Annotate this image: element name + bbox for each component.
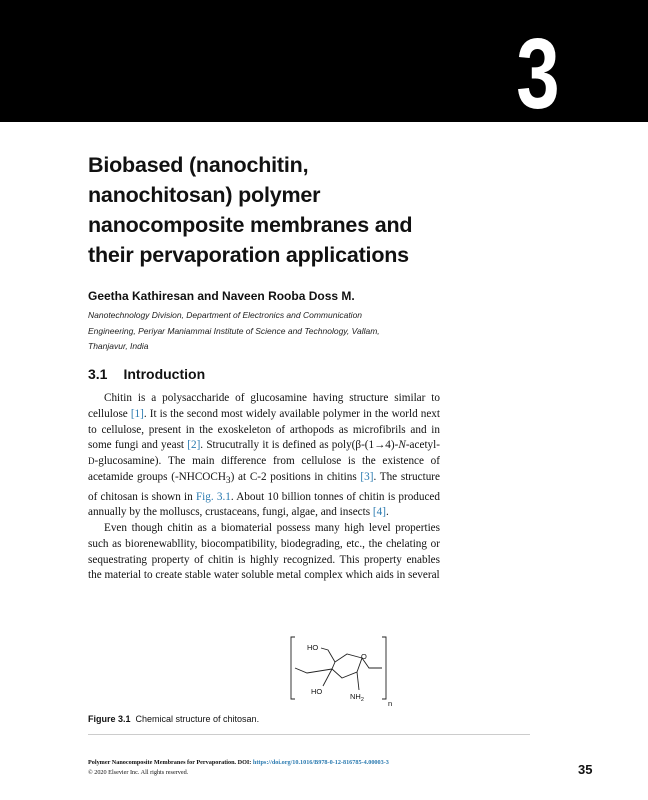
figure-caption-text: Chemical structure of chitosan. (135, 714, 260, 724)
affiliation-line: Nanotechnology Division, Department of Electronics and Communication (88, 310, 363, 320)
bracket-right (382, 637, 386, 699)
bond-nh2 (357, 672, 359, 690)
title-line: Biobased (nanochitin, (88, 153, 309, 177)
bond-ch2oh (321, 648, 335, 662)
text-run: . The structure of chitosan is shown in (88, 470, 440, 503)
footer-divider (88, 734, 530, 735)
atom-ho-bottom: HO (311, 687, 323, 696)
text-run: . Strucutrally it is defined as poly(β-(1→4)- (200, 439, 399, 452)
chitosan-structure-figure (285, 632, 410, 712)
title-line: nanocomposite membranes and (88, 213, 413, 237)
citation-link[interactable]: [4] (372, 506, 386, 519)
title-line: their pervaporation applications (88, 243, 409, 267)
page-number: 35 (578, 762, 593, 777)
doi-link[interactable]: https://doi.org/10.1016/B978-0-12-816785-4.00003-3 (252, 759, 389, 766)
figure-label: Figure 3.1 (88, 714, 131, 724)
section-number: 3.1 (88, 366, 108, 382)
text-run: Chitin is a polysaccharide of glucosamine having structure similar to cellulose (88, 392, 440, 420)
section-heading (88, 366, 205, 382)
authors: Geetha Kathiresan and Naveen Rooba Doss M. (88, 289, 355, 303)
repeat-unit-n: n (388, 699, 393, 708)
body-text (88, 391, 440, 584)
text-run: . It is the second most widely available polymer in the world next to cellulose, present in the exoskeleton of arthopods as microfibrils and in some fungi and yeast (88, 407, 441, 452)
chapter-banner (0, 0, 648, 130)
citation-link[interactable]: [1] (130, 407, 144, 420)
bracket-left (291, 637, 295, 699)
atom-nh2-subscript: 2 (360, 697, 364, 703)
text-run: D (88, 456, 95, 466)
figure-link[interactable]: Fig. 3.1 (195, 490, 231, 503)
footer-line (88, 758, 389, 768)
text-run: . About 10 billion tonnes of chitin is produced annually by the molluscs, crustaceans, fungi, algae, and insects (88, 490, 440, 519)
text-run: . (385, 506, 389, 519)
text-run: N (398, 439, 406, 452)
text-run: -glucosamine). The main difference from cellulose is the existence of acetamide groups (-NHCOCH (88, 455, 440, 483)
footer (88, 758, 389, 778)
atom-ho-top: HO (307, 643, 319, 652)
section-title: Introduction (123, 366, 206, 382)
affiliation-line: Thanjavur, India (88, 341, 149, 351)
text-run: ) at C-2 positions in chitins (230, 470, 361, 483)
atom-ring-oxygen: O (361, 652, 367, 661)
atom-nh2 (350, 692, 364, 703)
glycosidic-bond-left (295, 668, 332, 673)
title-line: nanochitosan) polymer (88, 183, 321, 207)
affiliation (88, 308, 468, 355)
paragraph-1 (88, 391, 440, 521)
chapter-title (88, 150, 488, 270)
atom-nh: NH (350, 692, 361, 701)
citation-link[interactable]: [3] (360, 470, 374, 483)
chapter-number: 3 (516, 18, 560, 130)
paragraph-2: Even though chitin as a biomaterial possess many high level properties such as biorenewabllity, biocompatibility, biodegrading, etc., the chelating or sequestrating property of chitin is highly recognized. This property enables the material to create stable water soluble metal complex which aids in several (88, 522, 440, 582)
citation-link[interactable]: [2] (187, 439, 201, 452)
bond-oh (323, 669, 332, 686)
affiliation-line: Engineering, Periyar Maniammai Institute of Science and Technology, Vallam, (88, 325, 380, 336)
figure-caption (88, 714, 259, 724)
footer-book: Polymer Nanocomposite Membranes for Pervaporation. DOI: (88, 759, 253, 766)
footer-copyright: © 2020 Elsevier Inc. All rights reserved. (88, 769, 189, 776)
text-run: -acetyl- (405, 439, 440, 452)
text-run: 3 (225, 475, 231, 486)
